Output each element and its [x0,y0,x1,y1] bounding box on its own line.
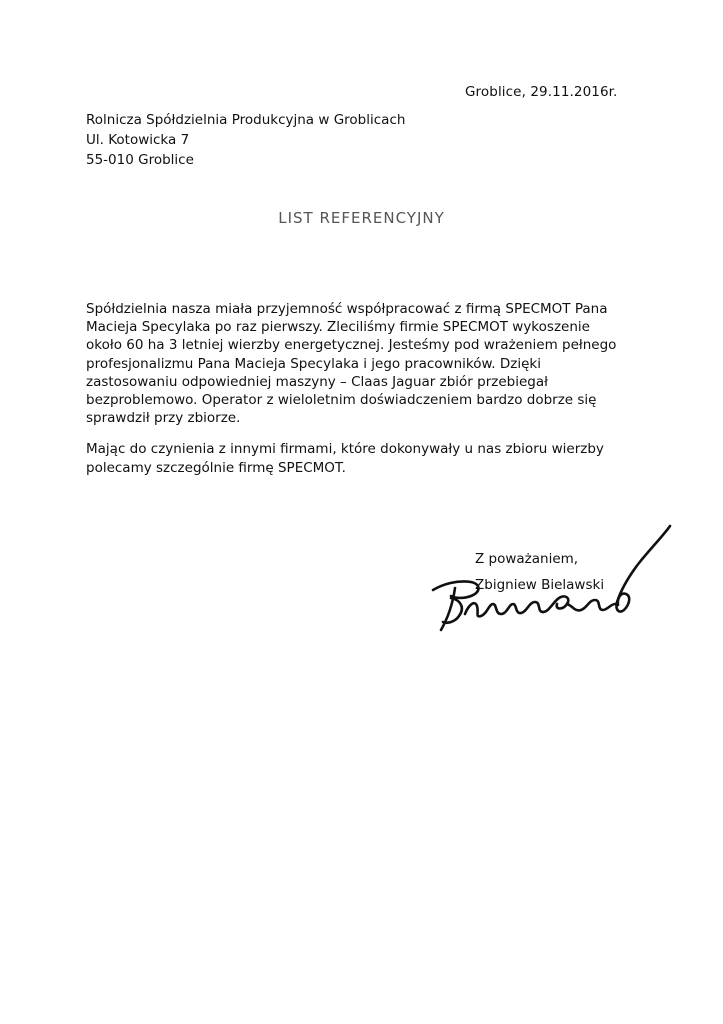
recipient-name: Rolnicza Spółdzielnia Produkcyjna w Groblicach [86,112,406,128]
handwritten-signature [425,518,685,648]
recipient-address [86,110,405,170]
body-paragraph-2: Mając do czynienia z innymi firmami, które dokonywały u nas zbioru wierzby polecamy szczególnie firmę SPECMOT. [86,441,604,476]
body-paragraph-1: Spółdzielnia nasza miała przyjemność współpracować z firmą SPECMOT Pana Macieja Specylaka po raz pierwszy. Zleciliśmy firmie SPECMOT wykoszenie około 60 ha 3 letniej wierzby energetycznej. Jesteśmy pod wrażeniem pełnego profesjonalizmu Pana Macieja Specylaka i jego pracowników. Dzięki zastosowaniu odpowiedniej maszyny – Claas Jaguar zbiór przebiegał bezproblemowo. Operator z wieloletnim doświadczeniem bardzo dobrze się sprawdził przy zbiorze. [86,301,617,427]
recipient-postal-city: 55-010 Groblice [86,152,194,168]
signature-strokes [433,526,670,630]
signatory-name: Zbigniew Bielawski [475,577,605,593]
place-date: Groblice, 29.11.2016r. [465,84,618,100]
closing-salutation: Z poważaniem, [475,551,579,567]
document-title: LIST REFERENCYJNY [278,209,445,227]
recipient-street: Ul. Kotowicka 7 [86,132,190,148]
letter-body [86,300,626,490]
